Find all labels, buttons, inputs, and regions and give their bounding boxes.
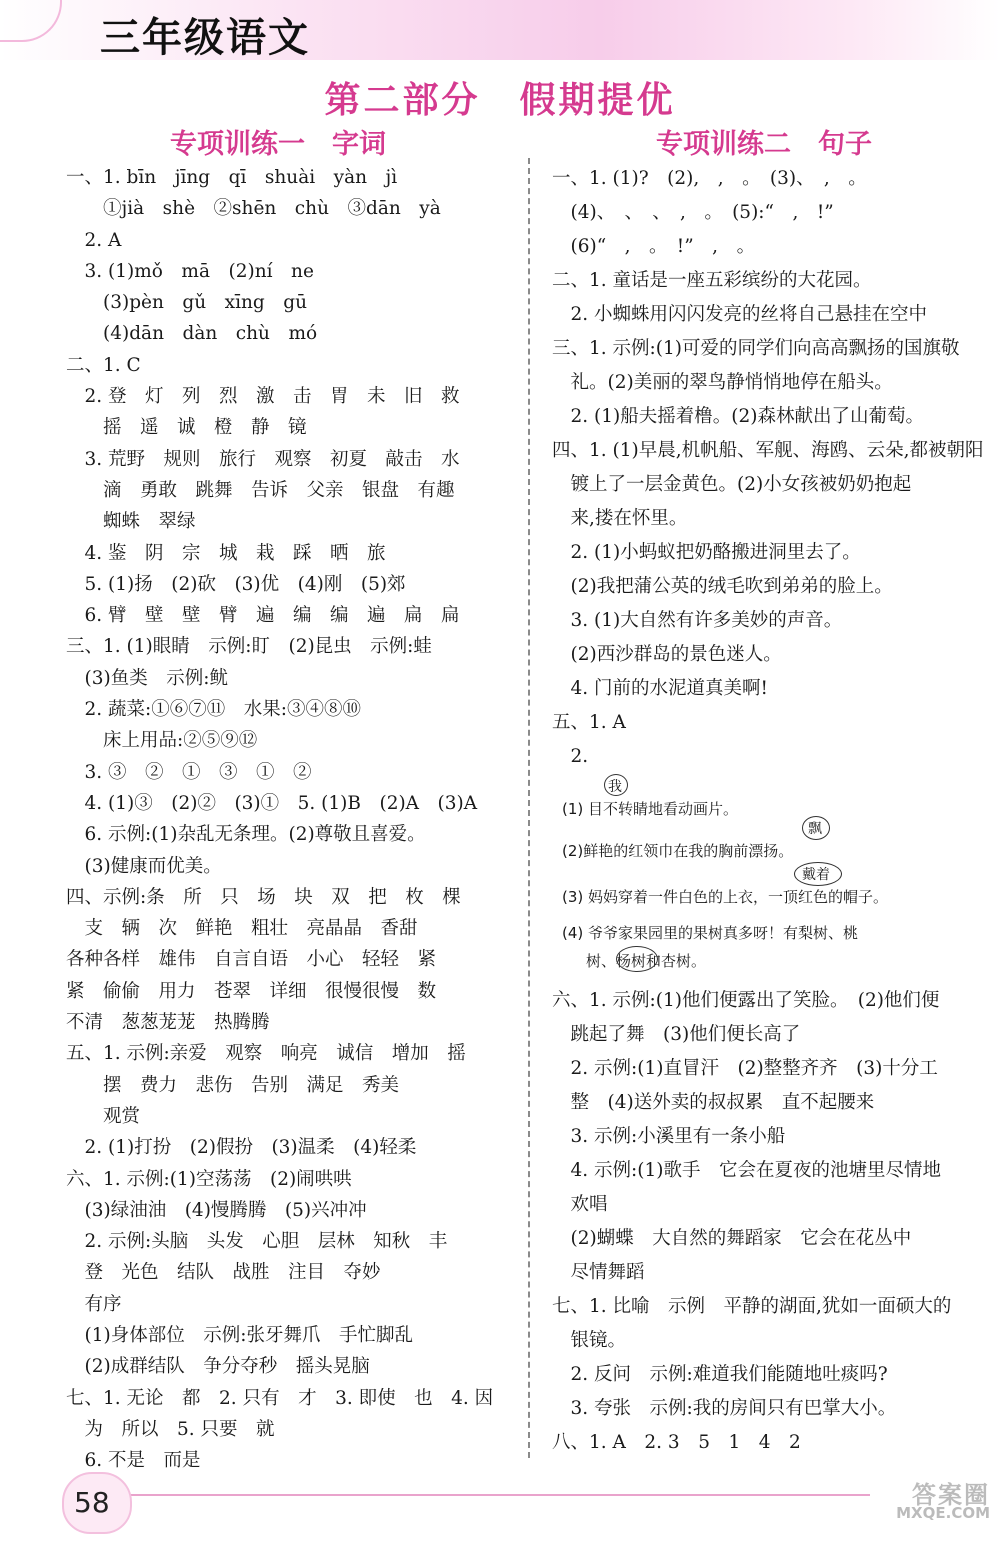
answer-line: 3. (1)大自然有许多美妙的声音。 xyxy=(552,610,843,631)
answer-line: (6)“ , 。 !” , 。 xyxy=(552,236,756,257)
banner-swirl-icon xyxy=(0,0,62,42)
answer-line: 2. 登 灯 列 烈 激 击 胃 未 旧 救 xyxy=(66,386,460,408)
add-mark-circle xyxy=(794,862,842,886)
left-column xyxy=(66,162,514,1476)
answer-line: 来,搂在怀里。 xyxy=(552,508,688,529)
watermark-logo: 答案圈 xyxy=(912,1481,990,1509)
insert-mark-circle xyxy=(604,774,628,796)
answer-line: (4)、 、 、 , 。 (5):“ , !” xyxy=(552,202,834,223)
answer-line: 6. 臂 壁 壁 臂 遍 编 编 遍 扁 扁 xyxy=(66,605,460,627)
answer-line: 2. (1)打扮 (2)假扮 (3)温柔 (4)轻柔 xyxy=(66,1137,417,1159)
right-column xyxy=(552,162,992,1460)
answer-line: 四、1. (1)早晨,机帆船、军舰、海鸥、云朵,都被朝阳 xyxy=(552,440,984,461)
answer-line: 4. 示例:(1)歌手 它会在夏夜的池塘里尽情地 xyxy=(552,1160,941,1181)
answer-line: 5. (1)扬 (2)砍 (3)优 (4)刚 (5)郊 xyxy=(66,573,406,595)
answer-line: 三、1. 示例:(1)可爱的同学们向高高飘扬的国旗敬 xyxy=(552,338,960,359)
answer-line: 登 光色 结队 战胜 注目 夺妙 xyxy=(66,1262,381,1284)
answer-line: (2)蝴蝶 大自然的舞蹈家 它会在花丛中 xyxy=(552,1228,912,1249)
answer-line: 2. 反问 示例:难道我们能随地吐痰吗? xyxy=(552,1364,888,1385)
answer-line: 为 所以 5. 只要 就 xyxy=(66,1418,275,1440)
answer-line: 滴 勇敢 跳舞 告诉 父亲 银盘 有趣 xyxy=(66,479,455,501)
answer-line: 六、1. 示例:(1)空荡荡 (2)闹哄哄 xyxy=(66,1168,352,1190)
answer-line: 四、示例:条 所 只 场 块 双 把 枚 棵 xyxy=(66,886,461,908)
answer-line: 3. 示例:小溪里有一条小船 xyxy=(552,1126,786,1147)
answer-line: 床上用品:②⑤⑨⑫ xyxy=(66,730,258,752)
answer-line: (3)pèn gǔ xīng gū xyxy=(66,292,308,314)
answer-line: 五、1. A xyxy=(552,712,626,733)
answer-line: 紧 偷偷 用力 苍翠 详细 很慢很慢 数 xyxy=(66,980,437,1002)
right-section-title: 专项训练二 句子 xyxy=(656,129,872,160)
answer-line: (1)身体部位 示例:张牙舞爪 手忙脚乱 xyxy=(66,1324,413,1346)
answer-line: 2. 示例:(1)直冒汗 (2)整整齐齐 (3)十分工 xyxy=(552,1058,938,1079)
answer-line: 三、1. (1)眼睛 示例:盯 (2)昆虫 示例:蛙 xyxy=(66,636,432,658)
answer-line: 二、1. C xyxy=(66,354,141,376)
answer-line: 2. (1)船夫摇着橹。(2)森林献出了山葡萄。 xyxy=(552,406,924,427)
edit-sentence-3: (3) 妈妈穿着一件白色的上衣，一顶红色的帽子。 xyxy=(562,888,889,906)
answer-line: 一、1. bīn jīng qī shuài yàn jì xyxy=(66,167,398,188)
answer-line: 4. 鉴 阴 宗 城 栽 踩 晒 旅 xyxy=(66,542,386,564)
answer-line: 各种各样 雄伟 自言自语 小心 轻轻 紧 xyxy=(66,949,437,971)
answer-line: 4. 门前的水泥道真美啊! xyxy=(552,678,768,699)
answer-line: 银镜。 xyxy=(552,1330,627,1351)
column-divider xyxy=(528,158,530,1458)
watermark xyxy=(830,1481,990,1522)
answer-line: (3)健康而优美。 xyxy=(66,855,222,877)
replace-mark-word: 飘 xyxy=(808,821,822,837)
answer-line: 3. 荒野 规则 旅行 观察 初夏 敲击 水 xyxy=(66,448,460,470)
answer-line: 一、1. (1)? (2), , 。 (3)、 , 。 xyxy=(552,168,867,189)
answer-line: 2. 蔬菜:①⑥⑦⑪ 水果:③④⑧⑩ xyxy=(66,699,361,721)
edit-sentence-4a: (4) 爷爷家果园里的果树真多呀！有梨树、桃 xyxy=(562,924,859,942)
answer-line: 八、1. A 2. 3 5 1 4 2 xyxy=(552,1432,801,1453)
replace-mark-circle xyxy=(802,816,830,840)
answer-line: 6. 不是 而是 xyxy=(66,1450,201,1472)
answer-line: (4)dān dàn chù mó xyxy=(66,323,318,345)
delete-mark-circle xyxy=(616,946,658,972)
answer-line: 六、1. 示例:(1)他们便露出了笑脸。 (2)他们便 xyxy=(552,990,940,1011)
answer-line: (3)鱼类 示例:鱿 xyxy=(66,667,228,689)
edit-sentence-2: (2)鲜艳的红领巾在我的胸前漂扬。 xyxy=(562,842,794,860)
answer-line: 尽情舞蹈 xyxy=(552,1262,645,1283)
answer-line: 礼。(2)美丽的翠鸟静悄悄地停在船头。 xyxy=(552,372,893,393)
answer-line: 4. (1)③ (2)② (3)① 5. (1)B (2)A (3)A xyxy=(66,792,478,814)
answer-line: 有序 xyxy=(66,1293,122,1315)
footer-line xyxy=(130,1494,870,1496)
answer-line: 3. ③ ② ① ③ ① ② xyxy=(66,761,312,783)
answer-line: (2)成群结队 争分夺秒 摇头晃脑 xyxy=(66,1356,370,1378)
book-title: 三年级语文 xyxy=(100,15,310,61)
answer-line: 摆 费力 悲伤 告别 满足 秀美 xyxy=(66,1074,400,1096)
add-mark-word: 戴着 xyxy=(802,867,830,883)
answer-line: 七、1. 无论 都 2. 只有 才 3. 即使 也 4. 因 xyxy=(66,1387,494,1409)
answer-line: (3)绿油油 (4)慢腾腾 (5)兴冲冲 xyxy=(66,1199,367,1221)
answer-line: 3. (1)mǒ mā (2)ní ne xyxy=(66,260,314,282)
part-title: 第二部分 假期提优 xyxy=(324,80,676,121)
answer-line: 不清 葱葱茏茏 热腾腾 xyxy=(66,1012,270,1034)
answer-line: 欢唱 xyxy=(552,1194,608,1215)
editing-marks-figure xyxy=(562,774,992,984)
edit-sentence-4b: 树、杨树和杏树。 xyxy=(586,952,707,970)
page-number: 58 xyxy=(74,1486,110,1519)
answer-line: (2)我把蒲公英的绒毛吹到弟弟的脸上。 xyxy=(552,576,893,597)
answer-line: 镀上了一层金黄色。(2)小女孩被奶奶抱起 xyxy=(552,474,912,495)
edit-sentence-1: (1) 目不转睛地看动画片。 xyxy=(562,800,739,818)
answer-line: ①jià shè ②shēn chù ③dān yà xyxy=(66,198,441,220)
answer-line: (2)西沙群岛的景色迷人。 xyxy=(552,644,782,665)
answer-line: 跳起了舞 (3)他们便长高了 xyxy=(552,1024,801,1045)
answer-line: 2. 示例:头脑 头发 心胆 层林 知秋 丰 xyxy=(66,1231,448,1253)
left-section-title: 专项训练一 字词 xyxy=(170,129,386,160)
answer-line: 二、1. 童话是一座五彩缤纷的大花园。 xyxy=(552,270,872,291)
watermark-url: MXQE.COM xyxy=(896,1504,990,1522)
answer-line: 七、1. 比喻 示例 平静的湖面,犹如一面硕大的 xyxy=(552,1296,952,1317)
answer-line: 观赏 xyxy=(66,1105,141,1127)
answer-line: 蜘蛛 翠绿 xyxy=(66,511,196,533)
answer-line: 支 辆 次 鲜艳 粗壮 亮晶晶 香甜 xyxy=(66,918,418,940)
answer-line: 五、1. 示例:亲爱 观察 响亮 诚信 增加 摇 xyxy=(66,1043,466,1065)
answer-line: 2. 小蜘蛛用闪闪发亮的丝将自己悬挂在空中 xyxy=(552,304,928,325)
answer-line: 摇 遥 诚 橙 静 镜 xyxy=(66,417,307,439)
answer-line: 2. A xyxy=(66,229,122,251)
answer-line: 2. (1)小蚂蚁把奶酪搬进洞里去了。 xyxy=(552,542,861,563)
answer-line: 整 (4)送外卖的叔叔累 直不起腰来 xyxy=(552,1092,875,1113)
answer-line: 3. 夸张 示例:我的房间只有巴掌大小。 xyxy=(552,1398,897,1419)
answer-line: 2. xyxy=(552,746,589,767)
answer-line: 6. 示例:(1)杂乱无条理。(2)尊敬且喜爱。 xyxy=(66,824,426,846)
insert-mark-word: 我 xyxy=(608,779,622,795)
